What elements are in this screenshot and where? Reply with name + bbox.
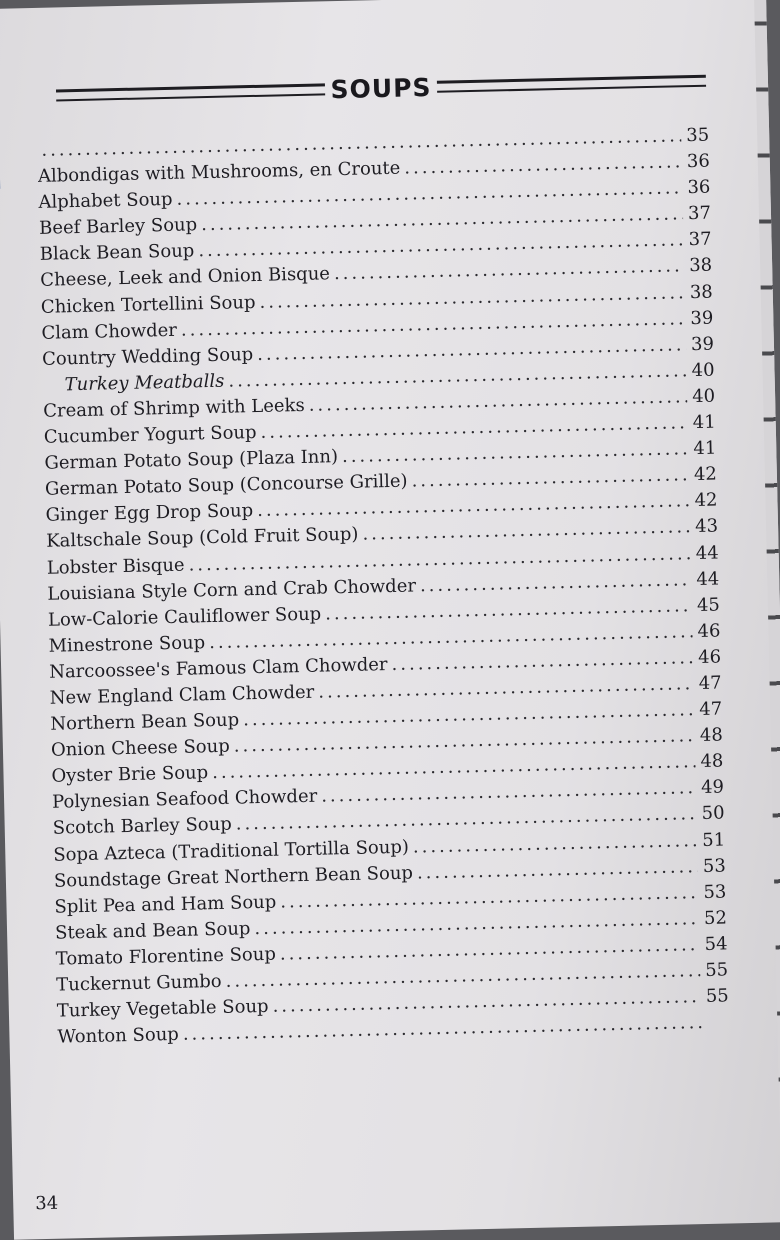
toc-page-number: 44 xyxy=(695,568,719,590)
toc-page-number: 52 xyxy=(703,907,727,929)
toc-entry-title: Albondigas with Mushrooms, en Croute xyxy=(38,158,401,187)
toc-page-number: 43 xyxy=(694,516,718,538)
toc-page-number: 51 xyxy=(701,829,725,851)
toc-entry-title: Kaltschale Soup (Cold Fruit Soup) xyxy=(46,524,359,552)
toc-page-number: 44 xyxy=(694,542,718,564)
toc-page-number: 36 xyxy=(686,177,710,199)
toc-page-number: 48 xyxy=(699,725,723,747)
toc-entry-title: Sopa Azteca (Traditional Tortilla Soup) xyxy=(53,836,409,865)
adjacent-pages-edge xyxy=(754,0,780,1222)
toc-page-number: 39 xyxy=(689,307,713,329)
toc-entry-title: Alphabet Soup xyxy=(38,189,172,213)
toc-page-number: 40 xyxy=(691,386,715,408)
toc-entry-title: Turkey Meatballs xyxy=(42,371,224,396)
heading-rule-left xyxy=(56,83,325,101)
toc-entry-title: Minestrone Soup xyxy=(48,632,205,657)
toc-entry-title: Country Wedding Soup xyxy=(42,344,254,370)
section-heading xyxy=(56,61,707,116)
toc-entry-title: Cucumber Yogurt Soup xyxy=(44,422,257,448)
toc-page-number xyxy=(705,1028,729,1029)
toc-entry-title: Clam Chowder xyxy=(41,319,177,343)
toc-entry-title: New England Clam Chowder xyxy=(50,682,315,709)
toc-entry-title: Cheese, Leek and Onion Bisque xyxy=(40,264,330,292)
toc-page-number: 53 xyxy=(702,855,726,877)
toc-page-number: 42 xyxy=(693,490,717,512)
toc-entry-title: German Potato Soup (Concourse Grille) xyxy=(45,471,408,500)
toc-page-number: 36 xyxy=(686,151,710,173)
toc-entry-title: German Potato Soup (Plaza Inn) xyxy=(44,446,338,474)
toc-page-number: 53 xyxy=(702,881,726,903)
toc-entry-title: Onion Cheese Soup xyxy=(51,736,230,761)
toc-entry-title: Northern Bean Soup xyxy=(50,710,239,735)
toc-entry-title: Steak and Bean Soup xyxy=(55,918,251,943)
toc-entry-title: Tuckernut Gumbo xyxy=(56,971,222,996)
toc-entry-title: Tomato Florentine Soup xyxy=(55,944,276,970)
toc-page-number: 55 xyxy=(704,986,728,1008)
toc-entry-title: Ginger Egg Drop Soup xyxy=(45,500,253,526)
toc-page-number: 48 xyxy=(699,751,723,773)
heading-rule-right xyxy=(437,75,706,93)
toc-page-number: 37 xyxy=(687,203,711,225)
toc-entry-title: Black Bean Soup xyxy=(39,241,194,266)
toc-page-number: 38 xyxy=(688,255,712,277)
toc-entry-title: Lobster Bisque xyxy=(47,554,185,578)
toc-page-number: 47 xyxy=(697,672,721,694)
toc-entry-title: Low-Calorie Cauliflower Soup xyxy=(48,603,322,630)
toc-page-number: 46 xyxy=(697,646,721,668)
toc-page-number: 37 xyxy=(687,229,711,251)
section-title: SOUPS xyxy=(324,72,438,104)
toc-entry-title: Louisiana Style Corn and Crab Chowder xyxy=(47,575,416,604)
page-number: 34 xyxy=(35,1193,58,1215)
toc-page-number: 46 xyxy=(696,620,720,642)
table-of-contents xyxy=(37,125,730,1053)
toc-page-number: 45 xyxy=(696,594,720,616)
toc-entry-title: Polynesian Seafood Chowder xyxy=(52,786,318,813)
toc-entry-title: Beef Barley Soup xyxy=(39,215,197,240)
toc-entry-title: Scotch Barley Soup xyxy=(53,814,232,839)
toc-entry-title: Turkey Vegetable Soup xyxy=(57,996,269,1022)
toc-page-number: 42 xyxy=(693,464,717,486)
toc-page-number: 38 xyxy=(689,281,713,303)
toc-page-number: 40 xyxy=(690,359,714,381)
toc-page-number: 47 xyxy=(698,699,722,721)
toc-page-number: 41 xyxy=(691,412,715,434)
toc-entry-title: Split Pea and Ham Soup xyxy=(54,891,276,917)
toc-entry-title: Wonton Soup xyxy=(57,1024,179,1048)
toc-entry-title: Narcoossee's Famous Clam Chowder xyxy=(49,654,388,683)
toc-page-number: 55 xyxy=(704,959,728,981)
toc-entry-title: Cream of Shrimp with Leeks xyxy=(43,395,305,422)
toc-page-number: 39 xyxy=(690,333,714,355)
toc-entry-title: Chicken Tortellini Soup xyxy=(41,292,256,318)
toc-entry-title: Soundstage Great Northern Bean Soup xyxy=(54,862,413,891)
toc-page-number: 41 xyxy=(692,438,716,460)
toc-page-number: 50 xyxy=(700,803,724,825)
toc-page-number: 35 xyxy=(685,125,709,147)
toc-entry-title: Oyster Brie Soup xyxy=(51,762,208,787)
toc-page-number: 54 xyxy=(703,933,727,955)
toc-page-number: 49 xyxy=(700,777,724,799)
